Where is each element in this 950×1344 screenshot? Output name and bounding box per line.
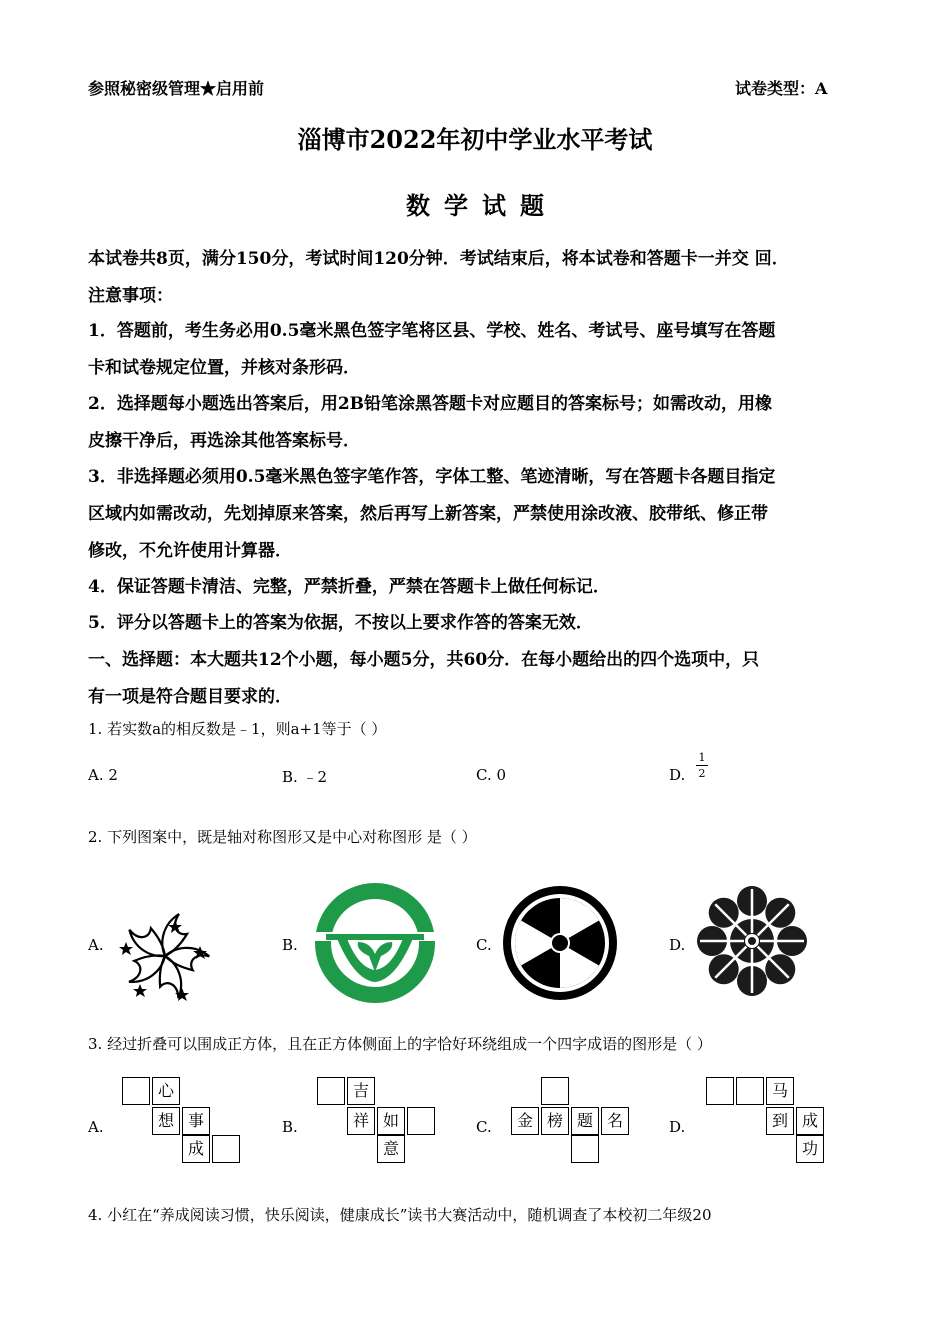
net-cell <box>212 1135 240 1163</box>
net-cell: 吉 <box>347 1077 375 1105</box>
q1-option-b: B. ﹣2 <box>282 768 328 786</box>
q3-label-c: C. <box>476 1118 492 1136</box>
net-cell: 名 <box>601 1107 629 1135</box>
notice-line: 3．非选择题必须用0.5毫米黑色签字笔作答，字体工整、笔迹清晰，写在答题卡各题目指定 <box>88 467 776 487</box>
radiation-symbol-figure <box>500 883 620 1003</box>
exam-subtitle: 数学试题 <box>406 191 558 220</box>
q1-stem: 1. 若实数a的相反数是﹣1，则a+1等于（ ） <box>88 720 387 738</box>
intro-text: 本试卷共8页，满分150分，考试时间120分钟．考试结束后，将本试卷和答题卡一并交 回． <box>88 249 789 269</box>
net-cell <box>317 1077 345 1105</box>
net-cell: 如 <box>377 1107 405 1135</box>
net-cell: 想 <box>152 1107 180 1135</box>
q3-stem: 3. 经过折叠可以围成正方体，且在正方体侧面上的字恰好环绕组成一个四字成语的图形是（ ） <box>88 1035 712 1053</box>
notice-line: 4．保证答题卡清洁、完整，严禁折叠，严禁在答题卡上做任何标记． <box>88 577 610 597</box>
net-cell: 心 <box>152 1077 180 1105</box>
net-cell: 马 <box>766 1077 794 1105</box>
net-cell: 功 <box>796 1135 824 1163</box>
q1-option-c: C. 0 <box>476 766 507 784</box>
fraction-denominator: 2 <box>698 767 706 780</box>
net-cell: 成 <box>182 1135 210 1163</box>
net-cell <box>571 1135 599 1163</box>
exam-title: 淄博市2022年初中学业水平考试 <box>297 125 653 154</box>
fraction-bar <box>696 765 708 766</box>
bauhinia-figure <box>112 906 218 1006</box>
net-cell: 意 <box>377 1135 405 1163</box>
notice-line: 区域内如需改动，先划掉原来答案，然后再写上新答案，严禁使用涂改液、胶带纸、修正带 <box>88 504 768 524</box>
paper-type-label: 试卷类型：A <box>735 79 828 98</box>
q2-stem: 2. 下列图案中，既是轴对称图形又是中心对称图形 是（ ） <box>88 828 477 846</box>
flower-emblem-figure <box>696 880 808 1002</box>
net-cell: 到 <box>766 1107 794 1135</box>
q3-label-d: D. <box>669 1118 686 1136</box>
notice-heading: 注意事项： <box>88 286 173 306</box>
notice-line: 修改，不允许使用计算器． <box>88 541 292 561</box>
q3-label-b: B. <box>282 1118 298 1136</box>
net-cell <box>541 1077 569 1105</box>
net-cell <box>706 1077 734 1105</box>
notice-line: 皮擦干净后，再选涂其他答案标号． <box>88 431 360 451</box>
q1-option-a: A. 2 <box>88 766 118 784</box>
net-cell: 成 <box>796 1107 824 1135</box>
net-cell: 祥 <box>347 1107 375 1135</box>
q3-label-a: A. <box>88 1118 104 1136</box>
confidential-label: 参照秘密级管理★启用前 <box>88 79 265 98</box>
net-cell: 榜 <box>541 1107 569 1135</box>
net-cell <box>736 1077 764 1105</box>
notice-line: 1．答题前，考生务必用0.5毫米黑色签字笔将区县、学校、姓名、考试号、座号填写在答题 <box>88 321 776 341</box>
net-cell: 事 <box>182 1107 210 1135</box>
notice-line: 卡和试卷规定位置，并核对条形码． <box>88 358 360 378</box>
q4-stem: 4. 小红在“养成阅读习惯，快乐阅读，健康成长”读书大赛活动中，随机调查了本校初二年级20 <box>88 1206 712 1224</box>
net-cell: 题 <box>571 1107 599 1135</box>
net-cell: 金 <box>511 1107 539 1135</box>
q1-fraction <box>696 752 708 779</box>
q2-label-d: D. <box>669 936 686 954</box>
section-heading: 一、选择题：本大题共12个小题，每小题5分，共60分．在每小题给出的四个选项中，只 <box>88 650 760 670</box>
net-cell <box>122 1077 150 1105</box>
fraction-numerator: 1 <box>698 751 706 764</box>
q2-label-c: C. <box>476 936 492 954</box>
q2-label-b: B. <box>282 936 298 954</box>
green-food-logo-figure <box>314 882 436 1004</box>
q1-option-d: D. <box>669 766 686 784</box>
section-heading: 有一项是符合题目要求的． <box>88 687 292 707</box>
q2-label-a: A. <box>88 936 104 954</box>
notice-line: 2．选择题每小题选出答案后，用2B铅笔涂黑答题卡对应题目的答案标号；如需改动，用橡 <box>88 394 773 414</box>
net-cell <box>407 1107 435 1135</box>
notice-line: 5．评分以答题卡上的答案为依据，不按以上要求作答的答案无效． <box>88 613 593 633</box>
